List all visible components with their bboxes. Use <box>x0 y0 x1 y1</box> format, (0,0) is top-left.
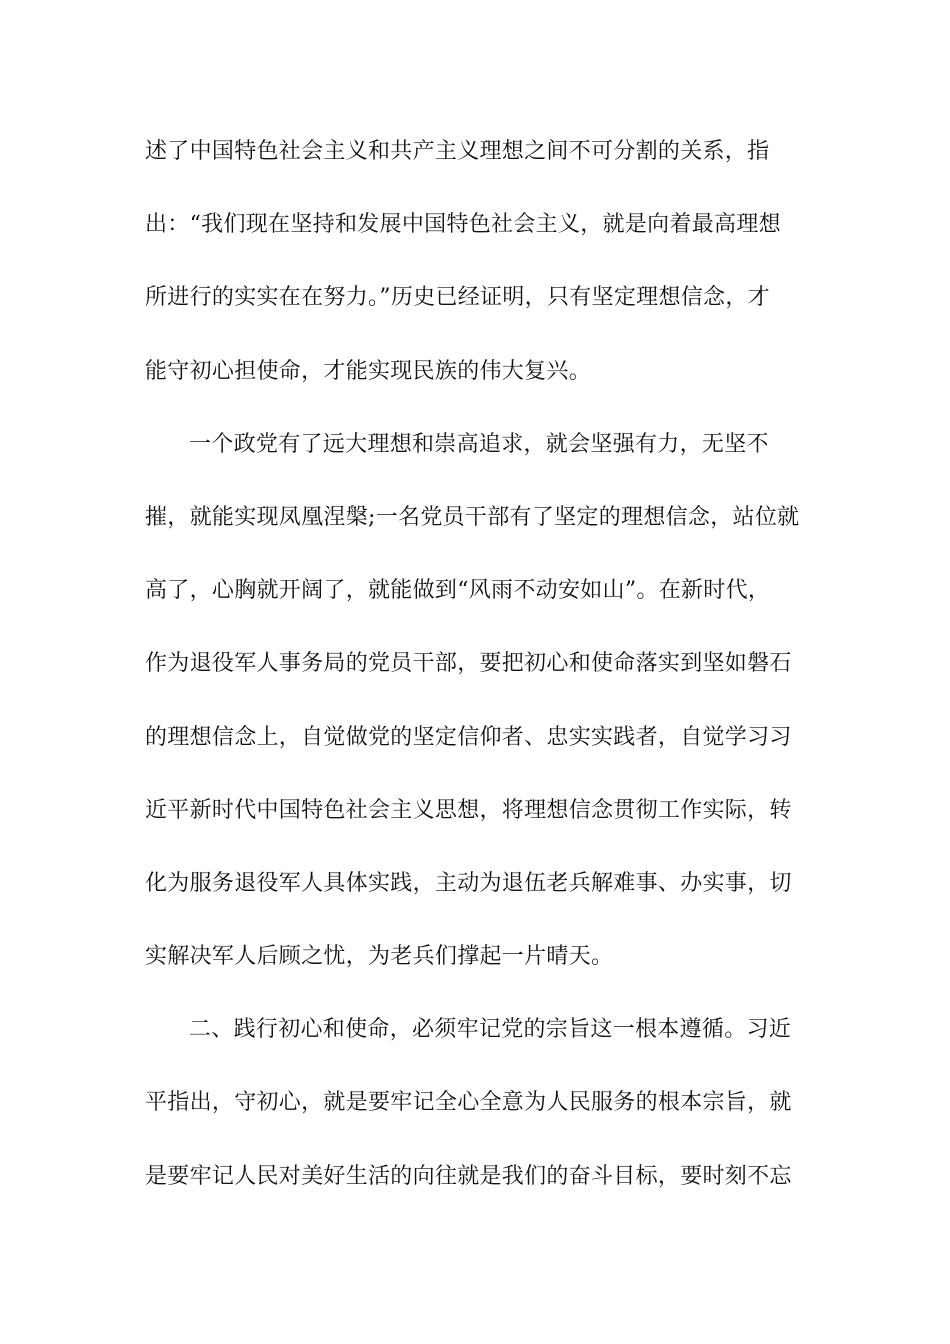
text-line: 摧，就能实现凤凰涅槃;一名党员干部有了坚定的理想信念，站位就 <box>145 504 800 530</box>
text-line: 高了，心胸就开阔了，就能做到“风雨不动安如山”。在新时代， <box>145 578 771 604</box>
text-line: 出：“我们现在坚持和发展中国特色社会主义，就是向着最高理想 <box>145 212 781 238</box>
text-line: 平指出，守初心，就是要牢记全心全意为人民服务的根本宗旨，就 <box>145 1090 792 1116</box>
paragraph-first-line: 二、践行初心和使命，必须牢记党的宗旨这一根本遵循。习近 <box>189 1017 792 1043</box>
text-line: 所进行的实实在在努力。”历史已经证明，只有坚定理想信念，才 <box>145 285 770 311</box>
text-line: 近平新时代中国特色社会主义思想，将理想信念贯彻工作实际，转 <box>145 797 792 823</box>
document-body <box>145 132 810 1230</box>
paragraph-first-line: 一个政党有了远大理想和崇高追求，就会坚强有力，无坚不 <box>189 431 769 457</box>
text-line: 述了中国特色社会主义和共产主义理想之间不可分割的关系，指 <box>145 139 770 164</box>
text-line: 的理想信念上，自觉做党的坚定信仰者、忠实实践者，自觉学习习 <box>145 724 792 750</box>
text-line: 实解决军人后顾之忧，为老兵们撑起一片晴天。 <box>145 944 614 970</box>
text-line: 作为退役军人事务局的党员干部，要把初心和使命落实到坚如磐石 <box>145 651 792 677</box>
text-line: 化为服务退役军人具体实践，主动为退伍老兵解难事、办实事，切 <box>145 870 792 896</box>
text-line: 能守初心担使命，才能实现民族的伟大复兴。 <box>145 358 592 384</box>
text-line: 是要牢记人民对美好生活的向往就是我们的奋斗目标，要时刻不忘 <box>145 1163 792 1189</box>
